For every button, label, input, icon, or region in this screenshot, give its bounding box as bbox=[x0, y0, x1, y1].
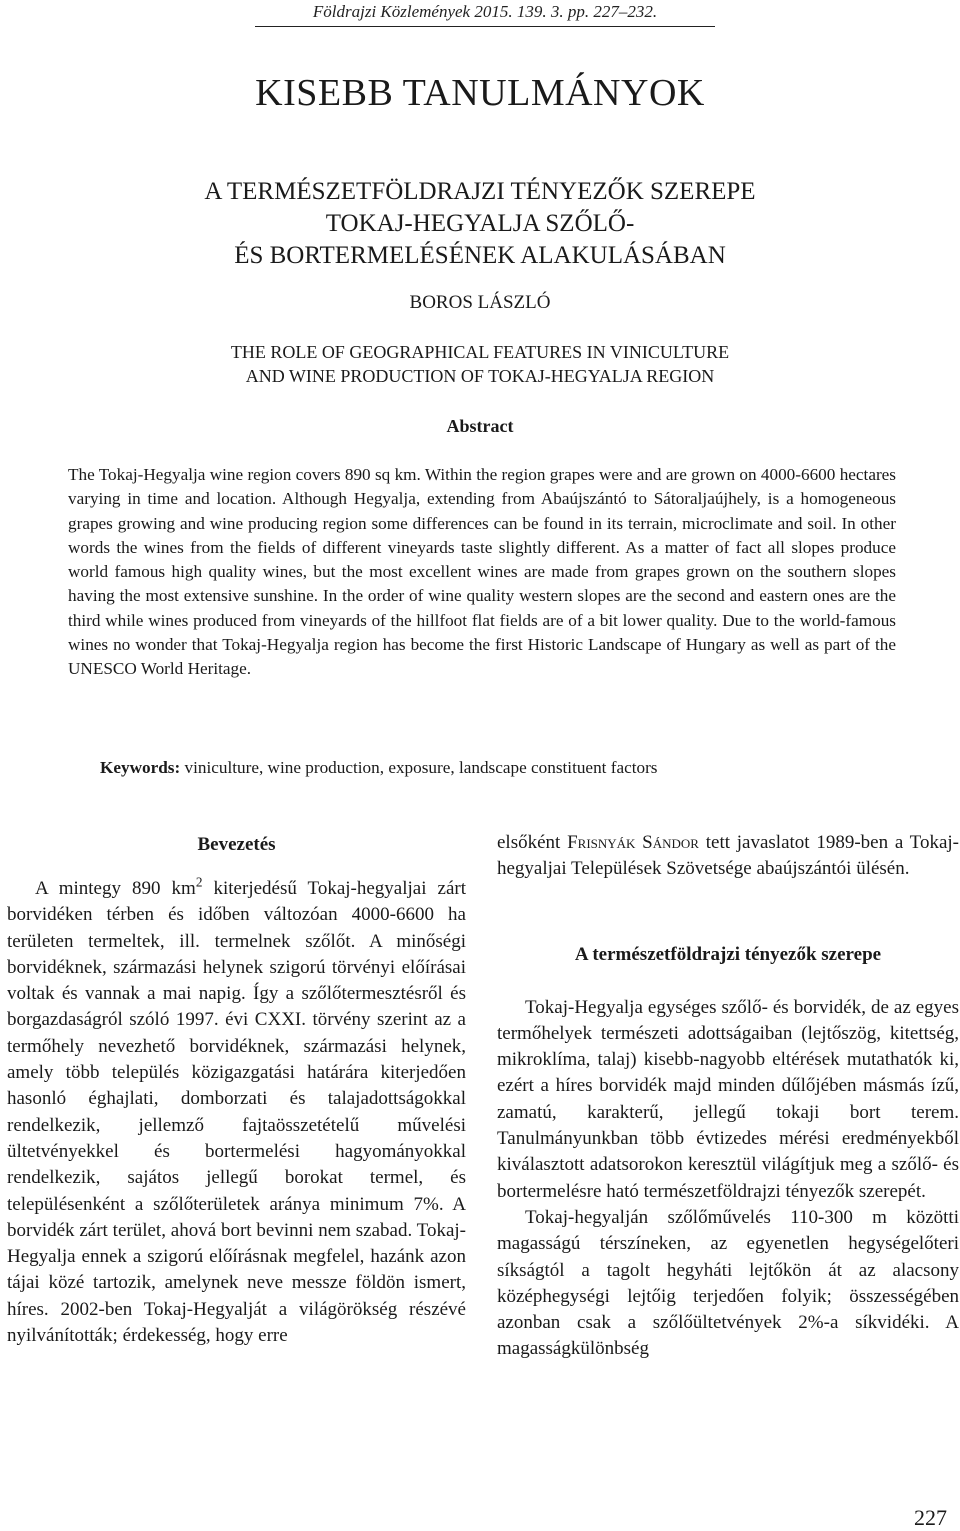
abstract-text: The Tokaj-Hegyalja wine region covers 890 sq km. Within the region grapes were and are grown on 4000-6600 hectares varying in time and location. Although Hegyalja, extending from Abaújszántó to Sátoraljaújhely, is a homogeneous grapes growing and wine producing region some differences can be found in its terrain, microclimate and soil. In other words the wines from the fields of different vineyards taste slightly different. As a matter of fact all slopes produce world famous high quality wines, but the most excellent wines are made from grapes grown on the southern slopes having the most extensive sunshine. In the order of wine quality western slopes are the second and eastern ones are the third while wines produced from vineyards of the hillfoot flat fields are of a bit lower quality. Due to the world-famous wines no wonder that Tokaj-Hegyalja region has become the first Historic Landscape of Hungary as well as part of the UNESCO World Heritage. bbox=[68, 465, 896, 679]
english-title-line: THE ROLE OF GEOGRAPHICAL FEATURES IN VINICULTURE bbox=[230, 342, 730, 362]
keywords-label: Keywords: bbox=[100, 758, 181, 777]
text-run: tett javaslatot 1989-ben a Tokaj-hegyaljai Települések Szövetsége abaújszántói ülésén. bbox=[497, 832, 960, 880]
paragraph bbox=[7, 876, 466, 1349]
paragraph: Tokaj-hegyalján szőlőművelés 110-300 m közötti magasságú térszíneken, az egyenetlen hegységelőteri síkságtól a tagolt hegyháti lejtőkön át az alacsony középhegységi lejtőig terjedően folyik; összességében azonban csak a szőlőültetvények 2%-a síkvidéki. A magasságkülönbség bbox=[497, 1206, 959, 1360]
title-line: ÉS BORTERMELÉSÉNEK ALAKULÁSÁBAN bbox=[234, 242, 726, 269]
text-run: kiterjedésű Tokaj-hegyaljai zárt borvidéken térben és időben változóan 4000-6600 ha területen termeltek, ill. termelnek szőlőt. A minőségi borvidéknek, származási helynek szigorú törvényi előírásai voltak és vannak a mai napig. Így a szőlőtermesztésről és borgazdaságról szóló 1997. évi CXXI. törvény szerint az a termőhely nevezhető borvidéknek, származási helynek, amely több település közigazgatási határára kiterjedően hasonló éghajlati, domborzati és talajadottságokkal rendelkezik, jellemző fajtaösszetételű művelési ültetvényekkel és bortermelési hagyományokkal rendelkezik, sajátos jellegű borokat termel, és településenként a szőlőterületek aránya minimum 7%. A borvidék zárt terület, ahová bort bevinni nem szabad. Tokaj-Hegyalja ennek a szigorú előírásnak megfelel, hazánk azon tájai közé tartozik, amelynek neve messze földön ismert, híres. 2002-ben Tokaj-Hegyalját a világörökség részévé nyilvánították; érdekesség, hogy erre bbox=[7, 878, 466, 1347]
title-line: A TERMÉSZETFÖLDRAJZI TÉNYEZŐK SZEREPE bbox=[204, 178, 756, 205]
page-number: 227 bbox=[914, 1505, 947, 1530]
right-column bbox=[497, 830, 959, 1363]
title-line: TOKAJ-HEGYALJA SZŐLŐ- bbox=[325, 210, 635, 237]
paragraph: Tokaj-Hegyalja egységes szőlő- és borvidék, de az egyes termőhelyek természeti adottságaiban (lejtőszög, kitettség, mikroklíma, talaj) kisebb-nagyobb eltérések mutathatók ki, ezért a híres borvidék majd minden dűlőjében másmás ízű, zamatú, karakterű, jellegű tokaji bort terem. Tanulmányunkban több évtizedes mérési eredményekből kiválasztott adatsorokon keresztül világítjuk meg a szőlő- és bortermelésre ható természetföldrajzi tényezők szerepét. bbox=[497, 996, 959, 1202]
author: BOROS LÁSZLÓ bbox=[409, 292, 551, 313]
keywords bbox=[100, 756, 900, 780]
keywords-text: viniculture, wine production, exposure, landscape constituent factors bbox=[180, 758, 658, 777]
paragraph bbox=[497, 830, 959, 883]
text-run: elsőként bbox=[497, 832, 568, 853]
text-run: A mintegy 890 km bbox=[35, 878, 196, 899]
english-title-line: AND WINE PRODUCTION OF TOKAJ-HEGYALJA REGION bbox=[245, 366, 715, 386]
abstract-label: Abstract bbox=[446, 416, 514, 436]
left-column bbox=[7, 830, 466, 1349]
author-name: Frisnyák Sándor bbox=[567, 832, 699, 853]
section-head: KISEBB TANULMÁNYOK bbox=[255, 72, 705, 114]
section-heading-introduction: Bevezetés bbox=[197, 834, 276, 855]
article-title bbox=[0, 176, 960, 272]
english-title bbox=[0, 340, 960, 388]
section-heading-factors: A természetföldrajzi tényezők szerepe bbox=[574, 943, 882, 965]
running-head: Földrajzi Közlemények 2015. 139. 3. pp. 227–232. bbox=[255, 0, 715, 27]
superscript: 2 bbox=[195, 874, 203, 890]
